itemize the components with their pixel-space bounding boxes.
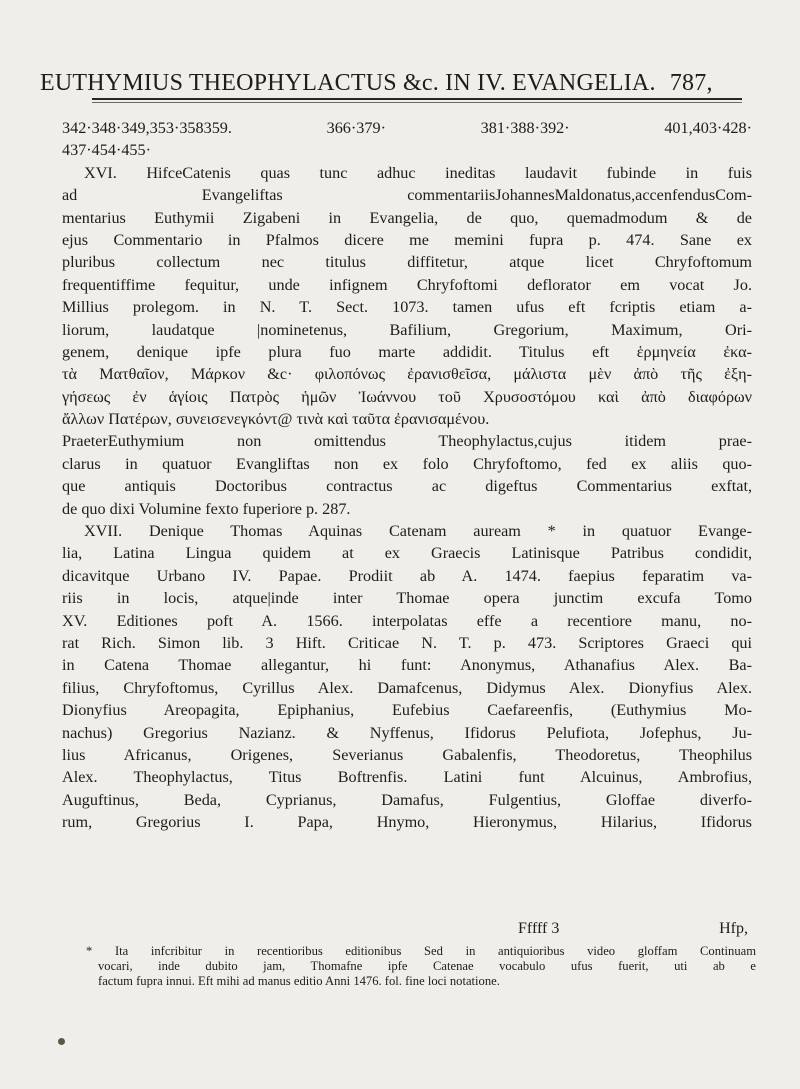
text-line: lius Africanus, Origenes, Severianus Gabalenfis, Theodoretus, Theophilus bbox=[62, 745, 752, 764]
header-rule-thin bbox=[92, 102, 742, 103]
greek-line: ἄλλων Πατέρων, συνεισενεγκόντ@ τινὰ καὶ ταῦτα ἐρανισαμένου. bbox=[62, 410, 490, 429]
footnote-line: vocari, inde dubito jam, Thomafne ipfe Catenae vocabulo ufus fuerit, uti ab e bbox=[98, 959, 756, 973]
text-line: pluribus collectum nec titulus diffitetur, atque licet Chryfoftomum bbox=[62, 253, 752, 272]
text-line: ad Evangeliftas commentariisJohannesMaldonatus,accenfendusCom- bbox=[62, 186, 752, 205]
footnote-line: factum fupra innui. Eft mihi ad manus editio Anni 1476. fol. fine loci notatione. bbox=[98, 974, 500, 988]
text-line: dicavitque Urbano IV. Papae. Prodiit ab A. 1474. faepius feparatim va- bbox=[62, 566, 752, 585]
text-line: Millius prolegom. in N. T. Sect. 1073. tamen ufus eft fcriptis etiam a- bbox=[62, 298, 752, 317]
text-line: mentarius Euthymii Zigabeni in Evangelia, de quo, quemadmodum & de bbox=[62, 208, 752, 227]
text-line: in Catena Thomae allegantur, hi funt: Anonymus, Athanafius Alex. Ba- bbox=[62, 656, 752, 675]
text-line: lia, Latina Lingua quidem at ex Graecis Latinisque Patribus condidit, bbox=[62, 544, 752, 563]
catchword: Hfp, bbox=[719, 920, 748, 937]
footnote-line: * Ita infcribitur in recentioribus editionibus Sed in antiquioribus video gloffam Continuam bbox=[86, 944, 756, 958]
text-line: filius, Chryfoftomus, Cyrillus Alex. Damafcenus, Didymus Alex. Dionyfius Alex. bbox=[62, 678, 752, 697]
text-line: XVI. HifceCatenis quas tunc adhuc ineditas laudavit fubinde in fuis bbox=[84, 163, 752, 182]
text-line: Dionyfius Areopagita, Epiphanius, Eufebius Caefareenfis, (Euthymius Mo- bbox=[62, 701, 752, 720]
header-rule bbox=[92, 98, 742, 100]
text-line: Alex. Theophylactus, Titus Boftrenfis. Latini funt Alcuinus, Ambrofius, bbox=[62, 768, 752, 787]
text-line: XV. Editiones poft A. 1566. interpolatas effe a recentiore manu, no- bbox=[62, 611, 752, 630]
text-line: 437·454·455· bbox=[62, 141, 152, 160]
text-line: Auguftinus, Beda, Cyprianus, Damafus, Fulgentius, Gloffae diverfo- bbox=[62, 790, 752, 809]
ink-blot bbox=[58, 1038, 65, 1045]
text-line: liorum, laudatque |nominetenus, Bafilium, Gregorium, Maximum, Ori- bbox=[62, 320, 752, 339]
text-line: nachus) Gregorius Nazianz. & Nyffenus, Ifidorus Pelufiota, Jofephus, Ju- bbox=[62, 723, 752, 742]
signature-line bbox=[458, 920, 748, 938]
text-line: que antiquis Doctoribus contractus ac digeftus Commentarius exftat, bbox=[62, 477, 752, 496]
greek-line: γήσεως ἐν ἁγίοις Πατρὸς ἡμῶν Ἰωάννου τοῦ Χρυσοστόμου καὶ ἀπὸ διαφόρων bbox=[62, 387, 752, 406]
text-line: XVII. Denique Thomas Aquinas Catenam auream * in quatuor Evange- bbox=[84, 522, 752, 541]
running-header bbox=[40, 70, 760, 97]
text-line: de quo dixi Volumine fexto fuperiore p. 287. bbox=[62, 499, 351, 518]
running-title: EUTHYMIUS THEOPHYLACTUS &c. IN IV. EVANGELIA. bbox=[40, 70, 656, 96]
text-line: frequentiffime fequitur, unde infignem Chryfoftomi deflorator em vocat Jo. bbox=[62, 275, 752, 294]
greek-line: τὰ Ματθαῖον, Μάρκον &c· φιλοπόνως ἐρανισθεῖσα, μάλιστα μὲν ἀπὸ τῆς ἐξη- bbox=[62, 365, 752, 384]
text-line: genem, denique ipfe plura fuo marte addidit. Titulus eft ἑρμηνεία ἐκα- bbox=[62, 342, 752, 361]
signature-mark: Fffff 3 bbox=[518, 920, 560, 937]
text-line: rum, Gregorius I. Papa, Hnymo, Hieronymus, Hilarius, Ifidorus bbox=[62, 813, 752, 832]
footnote bbox=[86, 944, 756, 989]
main-text bbox=[62, 117, 752, 834]
text-line: rat Rich. Simon lib. 3 Hift. Criticae N. T. p. 473. Scriptores Graeci qui bbox=[62, 633, 752, 652]
text-line: PraeterEuthymium non omittendus Theophylactus,cujus itidem prae- bbox=[62, 432, 752, 451]
text-line: riis in locis, atque|inde inter Thomae opera junctim excufa Tomo bbox=[62, 589, 752, 608]
text-line: 342·348·349,353·358359. 366·379· 381·388·392· 401,403·428· bbox=[62, 119, 752, 137]
page-number: 787, bbox=[669, 70, 713, 96]
text-line: ejus Commentario in Pfalmos dicere me memini fupra p. 474. Sane ex bbox=[62, 230, 752, 249]
text-line: clarus in quatuor Evangliftas non ex folo Chryfoftomo, fed ex aliis quo- bbox=[62, 454, 752, 473]
